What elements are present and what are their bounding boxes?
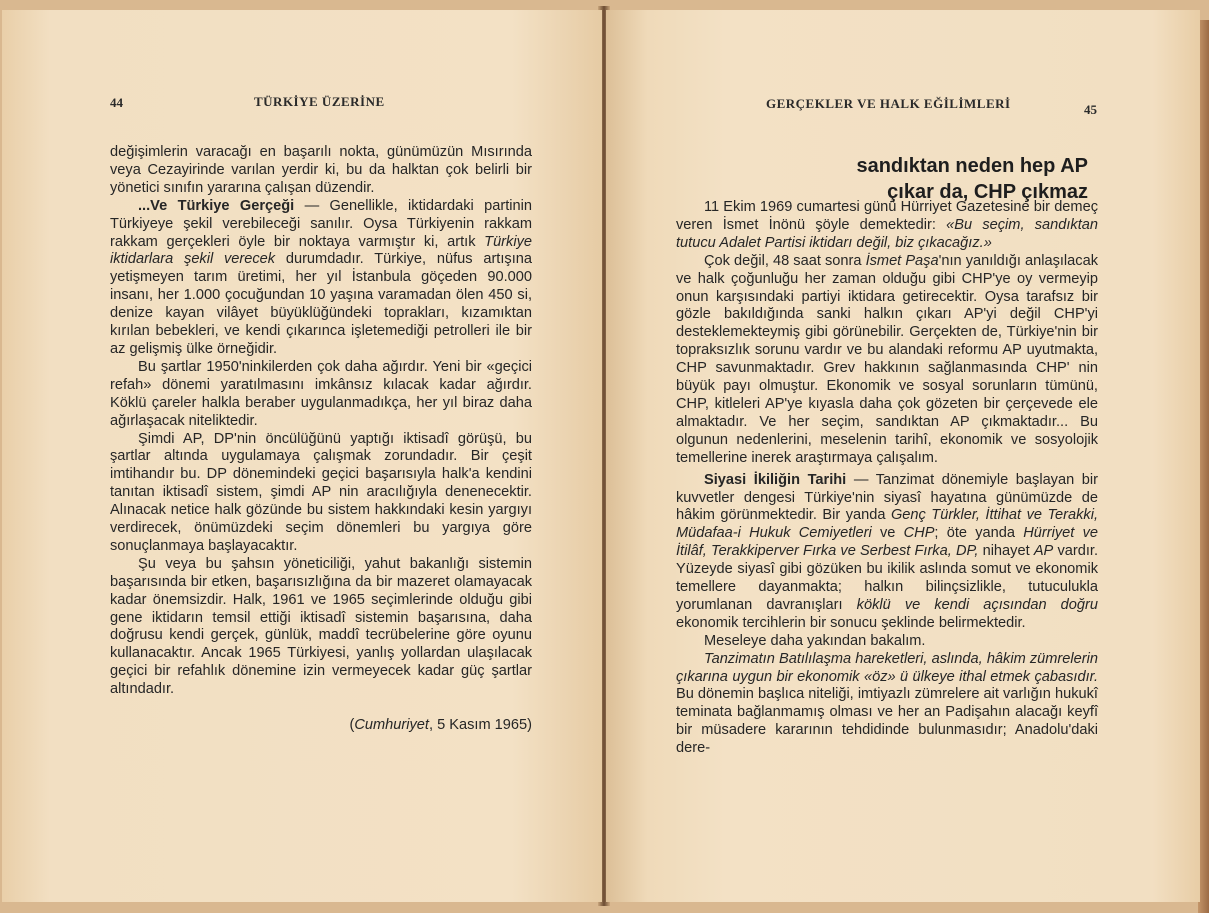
left-paragraph-4: Şimdi AP, DP'nin öncülüğünü yaptığı iktisadî görüşü, bu şartlar altında uygulamaya çalışmak zorundadır. Bir çeşit imtihandır bu. DP dönemindeki geçici başarısıyla halk'a kendini tanıtan iktisadî sistem, şimdi AP nin aracılığıyla denenecektir. Alınacak netice halk gözünde bu sistem hakkındaki kesin yargıyı verdirecek, önümüzdeki seçim dönemleri bu yargıya göre sonuçlanmaya başlayacaktır.	[110, 430, 532, 554]
section-heading-ve-turkiye-gercegi: ...Ve Türkiye Gerçeği	[138, 197, 295, 214]
right-paragraph-3-emphasis-1: Genç Türkler, İttihat ve Terakki, Müdafaa-i Hukuk Cemiyetleri	[676, 507, 1099, 542]
left-paragraph-1: değişimlerin varacağı en başarılı nokta, günümüzün Mısırında veya Cezayirinde varılan yerdir ki, bu da halktan çok belirli bir yönetici sınıfın yararına çalışan düzendir.	[110, 144, 532, 196]
citation-open: (	[349, 717, 355, 734]
right-paragraph-3-emphasis-4: AP	[1033, 543, 1054, 560]
left-paragraph-3: Bu şartlar 1950'ninkilerden çok daha ağırdır. Yeni bir «geçici refah» dönemi yaratılmasını imkânsız kılacak kadar ağırdır. Köklü çareler halkla beraber uygulanmadıkça, her yıl biraz daha ağırlaşacak niteliktedir.	[110, 358, 532, 429]
right-running-head: GERÇEKLER VE HALK EĞİLİMLERİ	[766, 96, 1011, 111]
left-page	[2, 10, 602, 902]
right-paragraph-1	[676, 199, 1098, 253]
right-paragraph-3	[676, 472, 1098, 633]
left-page-number: 44	[110, 95, 123, 110]
right-paragraph-4: Meseleye daha yakından bakalım.	[704, 632, 926, 649]
right-paragraph-3-text-c: ; öte yanda	[934, 525, 1024, 542]
article-heading-line-1: sandıktan neden hep AP	[856, 155, 1088, 177]
left-paragraph-2-text-b: durumdadır. Türkiye, nüfus artışına yetişmeyen tarım üretimi, her yıl İstanbula göçeden 90.000 insanı, her 1.000 çocuğundan 10 yaşına varamadan ölen 450 si, denize kayan vilâyet büyüklüğündeki toprakları, kızamıktan kırılan bebekleri, ve kendi çıkarınca işletemediği petrolleri ile bir az gelişmiş ülke örneğidir.	[110, 251, 532, 357]
citation-date: , 5 Kasım 1965)	[428, 717, 532, 734]
section-heading-siyasi-ikilik: Siyasi İkiliğin Tarihi	[704, 471, 847, 488]
right-paragraph-3-text-e: vardır. Yüzeyde siyasî gibi gözüken bu ikilik aslında somut ve ekonomik temellere dayanmakta; halkın bilinçsizlikle, tutuculukla yorumlanan davranışları	[676, 543, 1099, 613]
right-paragraph-3-emphasis-2: CHP	[903, 525, 935, 542]
right-paragraph-3-emphasis-3: Hürriyet ve İtilâf, Terakkiperver Fırka ve Serbest Fırka, DP,	[676, 525, 1098, 560]
right-page	[606, 10, 1200, 902]
left-citation	[110, 717, 532, 735]
right-paragraph-1-text: 11 Ekim 1969 cumartesi günü Hürriyet Gazetesine bir demeç veren İsmet İnönü şöyle demektedir:	[676, 199, 1098, 233]
right-paragraph-2	[676, 253, 1098, 468]
left-text-column	[110, 144, 532, 735]
right-paragraph-3-text-f: ekonomik tercihlerin bir sonucu şeklinde belirmektedir.	[676, 614, 1026, 631]
right-paragraph-5-text: Bu dönemin başlıca niteliği, imtiyazlı zümrelere ait varlığın hukukî teminata bağlanmamış olması ve her an Padişahın alacağı keyfî bir müsadere kararının tehdidinde bulunmasıdır; Anadolu'daki dere-	[676, 686, 1098, 757]
right-paragraph-3-text-a: — Tanzimat dönemiyle başlayan bir kuvvetler dengesi Türkiye'nin siyasî hayatına günümüzde de hâkim görünmektedir. Bir yanda	[676, 471, 1099, 524]
right-paragraph-3-text-b: ve	[871, 525, 904, 542]
left-paragraph-2-text-a: — Genellikle, iktidardaki partinin Türkiyeye şekil verebileceği sanılır. Oysa Türkiyenin rakkam rakkam gerçekleri öyle bir noktaya varmıştır ki, artık	[110, 197, 532, 250]
left-paragraph-5: Şu veya bu şahsın yöneticiliği, yahut bakanlığı sistemin başarısında bir etken, başarısızlığına da bir mazeret olamayacak kadar önemsizdir. Halk, 1961 ve 1965 seçimlerinde olduğu gibi gene iktidarın temsil ettiği iktisadî sistemin başarısına, daha doğrusu kendi gerçek, günlük, maddî tecrübelerine göre oyunu kullanacaktır. Ancak 1965 Türkiyesi, yanlış yollardan ulaşılacak geçici bir refahlık dönemine izin vermeyecek kadar güç şartlar altındadır.	[110, 555, 532, 698]
right-paragraph-2-text-a: Çok değil, 48 saat sonra	[704, 252, 866, 269]
right-paragraph-1-quote: «Bu seçim, sandıktan tutucu Adalet Partisi iktidarı değil, biz çıkacağız.»	[676, 216, 1098, 251]
right-paragraph-2-text-b: 'nın yanıldığı anlaşılacak ve halk çoğunluğu her zaman olduğu gibi CHP'ye oy vermeyip onun karşısındaki partiyi iktidara getirecektir. Oysa tarafsız bir gözle bakıldığında sanki halkın çıkarı AP'yi değil CHP'yi desteklemekteymiş gibi görünebilir. Gerçekten de, Türkiye'nin bir topraksızlık sorunu vardır ve bu alandaki reformu AP uyutmakta, CHP savunmaktadır. Grev hakkının sağlanmasında CHP' nin büyük payı olmuştur. Ekonomik ve sosyal sorunların tümünü, CHP, kitleleri AP'ye kıyasla daha çok gözeten bir çerçevede ele almaktadır. Ve her seçim, sandıktan AP çıkmaktadır... Bu olgunun nedenlerini, meselenin tarihî, ekonomik ve sosyolojik temellerine inerek araştırmaya çalışalım.	[676, 252, 1099, 466]
right-paragraph-3-emphasis-5: köklü ve kendi açısından doğru	[856, 596, 1098, 613]
right-paragraph-3-text-d: nihayet	[978, 543, 1034, 560]
right-page-number: 45	[1084, 102, 1097, 117]
right-paragraph-2-emphasis: İsmet Paşa	[865, 252, 939, 269]
left-paragraph-2-emphasis: Türkiye iktidarlara şekil verecek	[110, 233, 532, 268]
right-text-column	[676, 199, 1098, 758]
article-heading-line-2: çıkar da, CHP çıkmaz	[887, 181, 1088, 203]
left-paragraph-2	[110, 198, 532, 359]
article-heading	[856, 153, 1088, 205]
left-running-head: TÜRKİYE ÜZERİNE	[254, 94, 385, 109]
citation-source: Cumhuriyet	[354, 717, 429, 734]
right-paragraph-5	[676, 651, 1098, 758]
right-paragraph-5-emphasis: Tanzimatın Batılılaşma hareketleri, aslında, hâkim zümrelerin çıkarına uygun bir ekonomik «öz» ü ülkeye ithal etmek çabasıdır.	[676, 650, 1098, 685]
